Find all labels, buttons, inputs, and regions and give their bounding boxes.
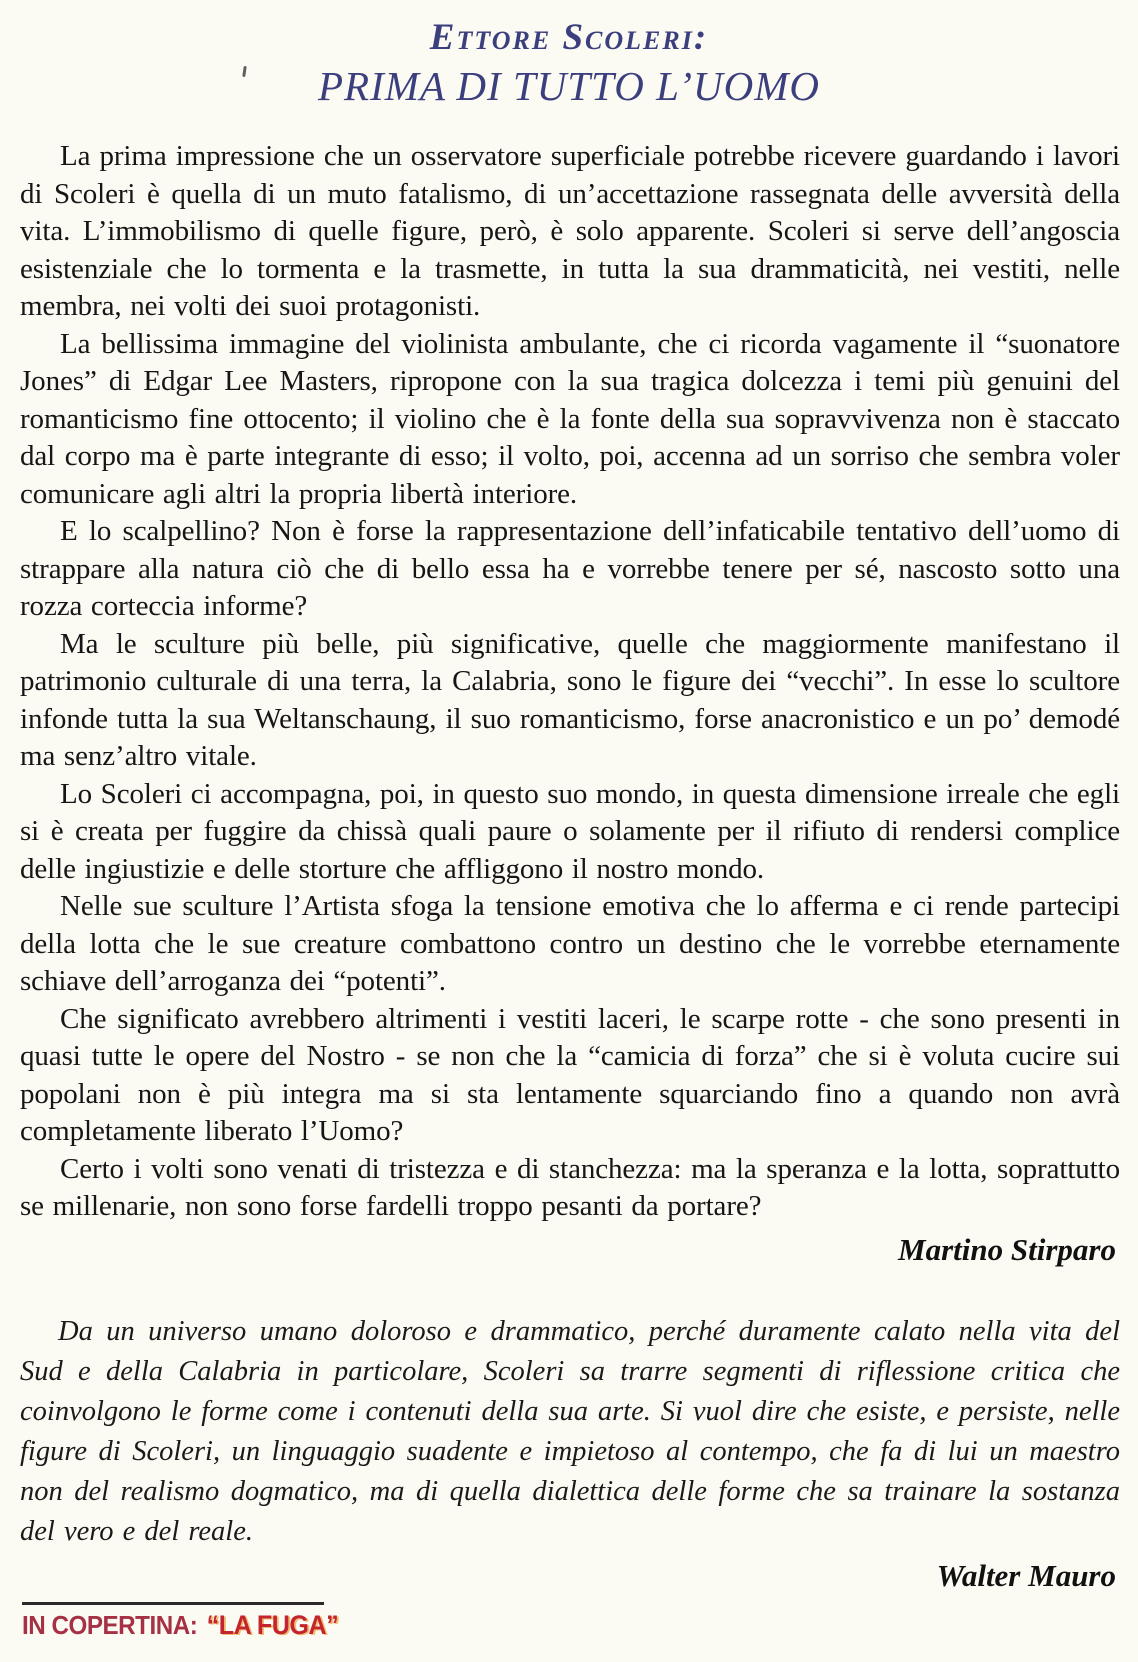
paragraph-1: La prima impressione che un osservatore superficiale potrebbe ricevere guardando i lavori di Scoleri è quella di un muto fatalismo, di un’accettazione rassegnata delle avversità della vita. L’immobilismo di quelle figure, però, è solo apparente. Scoleri si serve dell’angoscia esistenziale che lo tormenta e la trasmette, in tutta la sua drammaticità, nei vestiti, nelle membra, nei volti dei suoi protagonisti. <box>20 140 1120 322</box>
signature-walter-mauro: Walter Mauro <box>936 1557 1116 1593</box>
paragraph-5: Lo Scoleri ci accompagna, poi, in questo suo mondo, in questa dimensione irreale che egli si è creata per fuggire da chissà quali paure o solamente per il rifiuto di rendersi complice delle ingiustizie e delle storture che affliggono il nostro mondo. <box>20 777 1120 885</box>
paragraph-3: E lo scalpellino? Non è forse la rappresentazione dell’infaticabile tentativo dell’uomo di strappare alla natura ciò che di bello essa ha e vorrebbe tenere per sé, nascosto sotto una rozza corteccia informe? <box>20 515 1120 622</box>
article-title-subtitle: PRIMA DI TUTTO L’UOMO <box>317 63 820 109</box>
paragraph-2: La bellissima immagine del violinista ambulante, che ci ricorda vagamente il “suonatore Jones” di Edgar Lee Masters, ripropone con la sua tragica dolcezza i temi più genuini del romanticismo fine ottocento; il violino che è la fonte della sua sopravvivenza non è staccato dal corpo ma è parte integrante di esso; il volto, poi, accenna ad un sorriso che sembra voler comunicare agli altri la propria libertà interiore. <box>20 327 1120 510</box>
article-body <box>20 138 1120 1226</box>
signature-martino-stirparo: Martino Stirparo <box>898 1231 1116 1267</box>
cover-caption-text <box>22 1610 338 1641</box>
footer-rule <box>22 1602 324 1605</box>
paragraph-4: Ma le sculture più belle, più significative, quelle che maggiormente manifestano il patrimonio culturale di una terra, la Calabria, sono le figure dei “vecchi”. In esse lo scultore infonde tutta la sua Weltanschaung, il suo romanticismo, forse anacronistico e un po’ demodé ma senz’altro vitale. <box>20 627 1120 772</box>
paragraph-7: Che significato avrebbero altrimenti i vestiti laceri, le scarpe rotte - che sono presenti in quasi tutte le opere del Nostro - se non che la “camicia di forza” che si è voluta cucire sui popolani non è più integra ma si sta lentamente squarciando fino a quando non avrà completamente liberato l’Uomo? <box>20 1002 1120 1147</box>
cover-caption-label: IN COPERTINA: <box>22 1610 198 1640</box>
paragraph-6: Nelle sue sculture l’Artista sfoga la tensione emotiva che lo afferma e ci rende partecipi della lotta che le sue creature combattono contro un destino che le vorrebbe eternamente schiave dell’arroganza dei “potenti”. <box>20 890 1120 997</box>
page-header <box>0 0 1138 112</box>
critic-note-paragraph: Da un universo umano doloroso e drammatico, perché duramente calato nella vita del Sud e della Calabria in particolare, Scoleri sa trarre segmenti di riflessione critica che coinvolgono le forme come i contenuti della sua arte. Si vuol dire che esiste, e persiste, nelle figure di Scoleri, un linguaggio suadente e impietoso al contempo, che fa di lui un maestro non del realismo dogmatico, ma di quella dialettica delle forme che sa trainare la sostanza del vero e del reale. <box>20 1315 1120 1547</box>
cover-caption <box>22 1602 362 1641</box>
article-title-author: Ettore Scoleri: <box>429 17 709 58</box>
cover-title: “LA FUGA” <box>206 1610 339 1640</box>
paragraph-8: Certo i volti sono venati di tristezza e di stanchezza: ma la speranza e la lotta, soprattutto se millenarie, non sono forse fardelli troppo pesanti da portare? <box>20 1152 1120 1222</box>
